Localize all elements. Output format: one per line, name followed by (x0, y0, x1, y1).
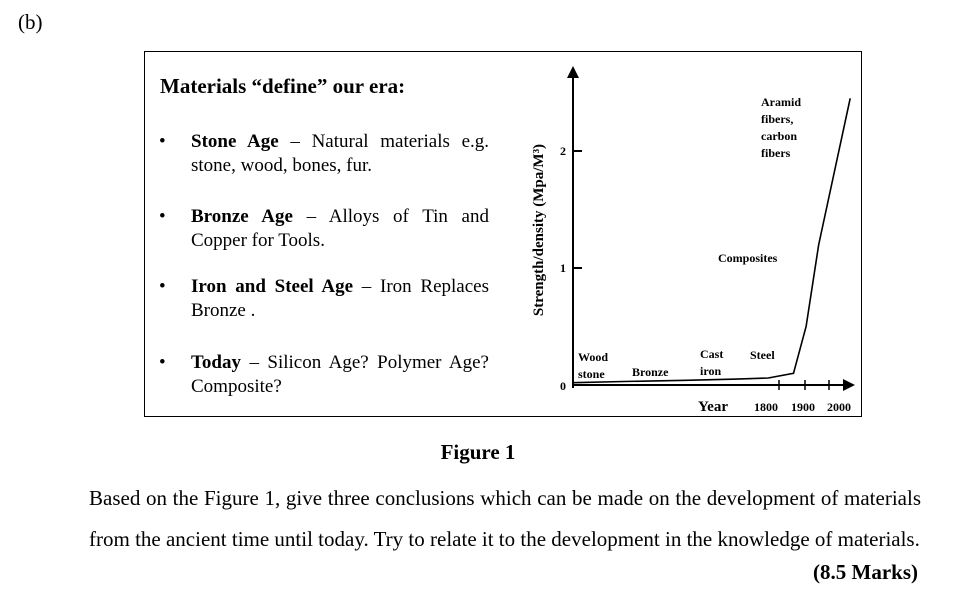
annotation-wood: Wood (578, 350, 609, 364)
era-description: – Alloys of Tin and Copper for Tools. (191, 206, 489, 251)
era-name: Today (191, 352, 241, 373)
annotation-aramid-line-2: fibers, (761, 112, 794, 126)
era-name: Bronze Age (191, 206, 293, 227)
y-axis-label: Strength/density (Mpa/M³) (531, 143, 547, 317)
bullet-dot: • (159, 206, 166, 227)
question-text: Based on the Figure 1, give three conclusions which can be made on the development of materials from the ancient time until today. Try to relate it to the development in the knowledge of materials. (89, 486, 921, 551)
part-label: (b) (18, 10, 43, 34)
x-axis (573, 379, 855, 391)
y-axis-arrow (567, 66, 579, 78)
list-title: Materials “define” our era: (160, 74, 406, 98)
annotation-steel: Steel (750, 348, 775, 362)
y-tick-label: 0 (560, 379, 566, 393)
annotation-cast: Cast (700, 347, 724, 361)
y-axis (567, 66, 579, 388)
x-axis-arrow (843, 379, 855, 391)
strength-density-chart (145, 52, 861, 416)
annotation-composites: Composites (718, 251, 778, 265)
bullet-dot: • (159, 131, 166, 152)
annotation-bronze: Bronze (632, 365, 669, 379)
marks-label: (8.5 Marks) (813, 560, 918, 584)
x-tick-label: 2000 (827, 400, 851, 414)
bullet-dot: • (159, 352, 166, 373)
x-axis-label: Year (698, 399, 728, 415)
annotation-iron: iron (700, 364, 722, 378)
era-name: Stone Age (191, 131, 279, 152)
era-description: – Iron Replaces Bronze . (191, 276, 489, 321)
annotation-aramid-line-1: Aramid (761, 95, 801, 109)
era-description: – Silicon Age? Polymer Age? Composite? (191, 352, 489, 397)
x-tick-label: 1900 (791, 400, 815, 414)
y-tick-label: 1 (560, 261, 566, 275)
figure-caption: Figure 1 (440, 440, 516, 464)
figure-box (144, 51, 862, 417)
y-tick-label: 2 (560, 144, 566, 158)
annotation-aramid-line-4: fibers (761, 146, 791, 160)
era-name: Iron and Steel Age (191, 276, 354, 297)
annotation-stone: stone (578, 367, 605, 381)
era-description: – Natural materials e.g. stone, wood, bones, fur. (191, 131, 490, 176)
strength-curve (573, 98, 850, 382)
annotation-aramid-line-3: carbon (761, 129, 797, 143)
bullet-dot: • (159, 276, 166, 297)
x-tick-label: 1800 (754, 400, 778, 414)
